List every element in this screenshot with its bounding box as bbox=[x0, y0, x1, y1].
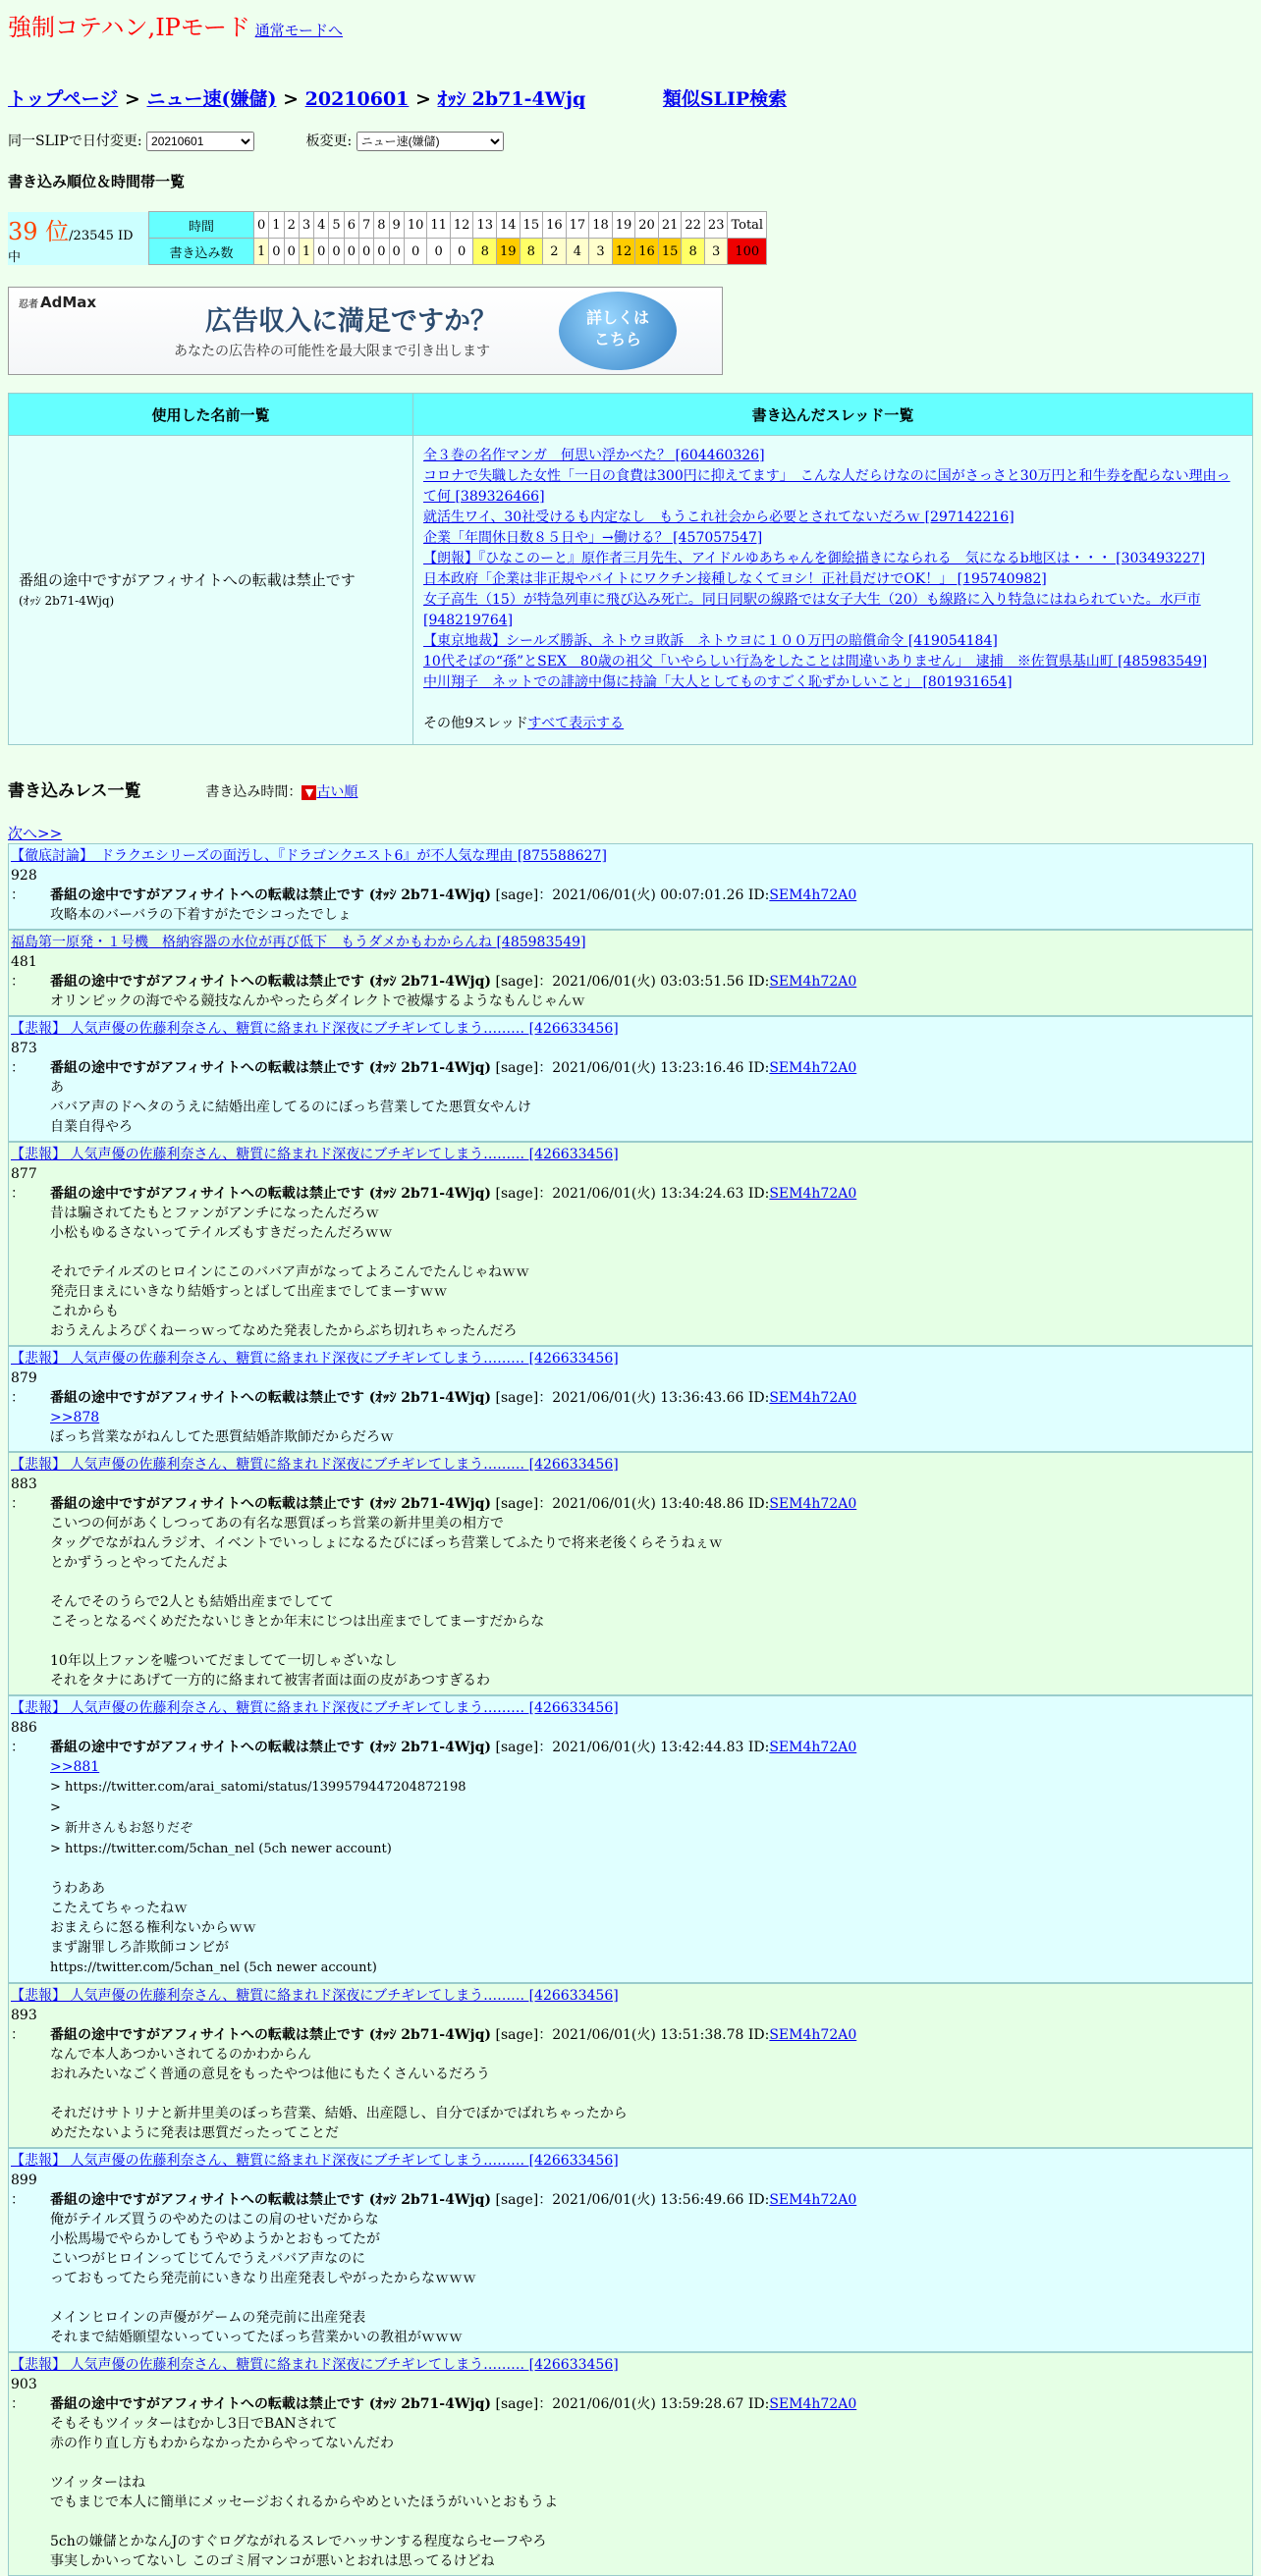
post-meta: [sage]：2021/06/01(火) 13:34:24.63 ID: bbox=[495, 1186, 770, 1202]
total-label: Total bbox=[728, 212, 767, 239]
post-name: 番組の途中ですがアフィサイトへの転載は禁止です (ｵｯｼ 2b71-4Wjq) bbox=[50, 1740, 492, 1755]
post-quote: > https://twitter.com/arai_satomi/status/1399579447204872198 > > 新井さんもお怒りだぞ > https://twitter.com/5chan_nel (5ch newer account) bbox=[50, 1780, 466, 1856]
ad-badge-line2: こちら bbox=[593, 330, 641, 349]
count-cell: 0 bbox=[450, 239, 473, 265]
breadcrumb-sep: > bbox=[283, 88, 299, 110]
count-cell: 0 bbox=[404, 239, 427, 265]
post-id-link[interactable]: SEM4h72A0 bbox=[769, 1060, 857, 1076]
post-number: 883 ： bbox=[11, 1476, 37, 1512]
post-body bbox=[50, 992, 1250, 1011]
reply-anchor-link[interactable]: >>881 bbox=[50, 1759, 100, 1775]
post-thread-link[interactable]: 福島第一原発・１号機 格納容器の水位が再び低下 もうダメかもわからんね [485983549] bbox=[11, 935, 586, 950]
ad-details-badge[interactable] bbox=[559, 292, 677, 370]
post-header bbox=[11, 1475, 1250, 1514]
post-name: 番組の途中ですがアフィサイトへの転載は禁止です (ｵｯｼ 2b71-4Wjq) bbox=[50, 974, 492, 990]
post-id-link[interactable]: SEM4h72A0 bbox=[769, 1740, 857, 1755]
ad-badge-line1: 詳しくは bbox=[585, 308, 649, 327]
post-number: 877 ： bbox=[11, 1166, 37, 1202]
hour-cell: 16 bbox=[543, 212, 567, 239]
post-name: 番組の途中ですがアフィサイトへの転載は禁止です (ｵｯｼ 2b71-4Wjq) bbox=[50, 2396, 492, 2412]
count-cell: 8 bbox=[473, 239, 497, 265]
post-number: 893 ： bbox=[11, 2008, 37, 2043]
hour-cell: 19 bbox=[612, 212, 635, 239]
ranking-heading: 書き込み順位＆時間帯一覧 bbox=[8, 173, 186, 190]
post-number: 879 ： bbox=[11, 1370, 37, 1406]
post-id-link[interactable]: SEM4h72A0 bbox=[769, 2396, 857, 2412]
post-text: なんで本人あつかいされてるのかわからん おれみたいなごく普通の意見をもったやつは他にもたくさんいるだろう それだけサトリナと新井里美のぼっち营業、結婚、出産隠し、自分でぼかでばれちゃったから めだたないように発表は悪質だったってことだ bbox=[50, 2047, 628, 2141]
count-cell: 0 bbox=[358, 239, 373, 265]
res-list-heading: 書き込みレス一覧 bbox=[8, 781, 141, 801]
post-thread-link[interactable]: 【悲報】 人気声優の佐藤利奈さん、糖質に絡まれド深夜にブチギレてしまう……… [426633456] bbox=[11, 2357, 619, 2373]
breadcrumb-sep: > bbox=[124, 88, 140, 110]
count-cell: 0 bbox=[389, 239, 404, 265]
post-thread-link[interactable]: 【悲報】 人気声優の佐藤利奈さん、糖質に絡まれド深夜にブチギレてしまう……… [426633456] bbox=[11, 1147, 619, 1162]
hour-cell: 18 bbox=[589, 212, 613, 239]
count-label: 書き込み数 bbox=[149, 239, 254, 265]
hour-cell: 23 bbox=[704, 212, 728, 239]
thread-link[interactable]: 日本政府「企業は非正規やバイトにワクチン接種しなくてヨシ！正社員だけでOK！」 [195740982] bbox=[423, 571, 1047, 587]
count-cell: 0 bbox=[329, 239, 344, 265]
post-meta: [sage]：2021/06/01(火) 13:42:44.83 ID: bbox=[495, 1740, 770, 1755]
post-tail: https://twitter.com/5chan_nel (5ch newer account) bbox=[50, 1960, 377, 1975]
count-cell: 19 bbox=[497, 239, 521, 265]
select-row bbox=[8, 131, 1253, 151]
count-cell: 4 bbox=[566, 239, 589, 265]
post-header bbox=[11, 2006, 1250, 2045]
hour-cell: 1 bbox=[269, 212, 284, 239]
thread-link[interactable]: 10代そばの“孫”とSEX 80歳の祖父「いやらしい行為をしたことは間違いありません」 逮捕 ※佐賀県基山町 [485983549] bbox=[423, 654, 1208, 670]
page bbox=[0, 8, 1261, 2576]
similar-slip-search-link[interactable]: 類似SLIP検索 bbox=[662, 88, 788, 110]
count-cell: 0 bbox=[284, 239, 299, 265]
time-sort-label: 書き込み時間： bbox=[205, 784, 302, 800]
ranking-table bbox=[8, 211, 767, 265]
count-cell: 0 bbox=[374, 239, 389, 265]
hour-cell: 15 bbox=[520, 212, 543, 239]
board-select[interactable] bbox=[356, 132, 504, 151]
hour-cell: 10 bbox=[404, 212, 427, 239]
thread-link[interactable]: 全３巻の名作マンガ 何思い浮かべた？ [604460326] bbox=[423, 448, 765, 463]
count-cell: 0 bbox=[427, 239, 451, 265]
post bbox=[8, 1016, 1253, 1142]
post-header bbox=[11, 866, 1250, 905]
post-body bbox=[50, 1757, 1250, 1978]
post-header bbox=[11, 2171, 1250, 2210]
count-cell: 2 bbox=[543, 239, 567, 265]
threads-cell bbox=[413, 436, 1253, 745]
board-select-label: 板変更: bbox=[305, 134, 353, 149]
thread-link[interactable]: コロナで失職した女性「一日の食費は300円に抑えてます」 こんな人だらけなのに国がさっさと30万円と和牛券を配らない理由って何 [389326466] bbox=[423, 468, 1231, 505]
thread-link[interactable]: 女子高生（15）が特急列車に飛び込み死亡。同日同駅の線路では女子大生（20）も線路に入り特急にはねられていた。水戸市 [948219764] bbox=[423, 592, 1201, 628]
rank-of: /23545 ID中 bbox=[8, 228, 134, 265]
post-text: こいつの何があくしつってあの有名な悪質ぼっち営業の新井里美の相方で タッグでながねんラジオ、イベントでいっしょになるたびにぼっち营業してふたりで将来老後くらそうねぇｗ とかずうっとやってたんだよ そんでそのうらで2人とも結婚出産までしてて こそっとなるべくめだたないじきとか年末にじつは出産までしてまーすだからな 10年以上ファンを嘘ついてだましてて一切しゃざいなし それをタナにあげて一方的に絡まれて被害者面は面の皮があつすぎるわ bbox=[50, 1516, 723, 1689]
time-sort bbox=[205, 784, 357, 800]
sort-down-icon: ▼ bbox=[302, 785, 316, 800]
hour-cell: 8 bbox=[374, 212, 389, 239]
post-header bbox=[11, 2375, 1250, 2414]
count-cell: 1 bbox=[299, 239, 313, 265]
post-meta: [sage]：2021/06/01(火) 13:59:28.67 ID: bbox=[495, 2396, 770, 2412]
post-name: 番組の途中ですがアフィサイトへの転載は禁止です (ｵｯｼ 2b71-4Wjq) bbox=[50, 1186, 492, 1202]
post-body bbox=[50, 1078, 1250, 1137]
post-text: オリンピックの海でやる競技なんかやったらダイレクトで被爆するようなもんじゃんｗ bbox=[50, 993, 585, 1009]
post-body bbox=[50, 2414, 1250, 2571]
hour-cell: 13 bbox=[473, 212, 497, 239]
hour-cell: 6 bbox=[344, 212, 358, 239]
post-header bbox=[11, 1039, 1250, 1078]
post-text: そもそもツイッターはむかし3日でBANされて 赤の作り直し方もわからなかったからやってないんだわ ツイッターはね でもまじで本人に簡単にメッセージおくれるからやめといたほうがいいとおもうよ 5chの嫌儲とかなんJのすぐログながれるスレでハッサンする程度ならセーフやろ 事実しかいってないし このゴミ屑マンコが悪いとおれは思ってるけどね bbox=[50, 2416, 559, 2569]
post-id-link[interactable]: SEM4h72A0 bbox=[769, 1496, 857, 1512]
name-cell bbox=[9, 436, 413, 745]
post-number: 886 ： bbox=[11, 1720, 37, 1755]
hour-cell: 20 bbox=[635, 212, 659, 239]
post-meta: [sage]：2021/06/01(火) 00:07:01.26 ID: bbox=[495, 887, 770, 903]
hour-cell: 9 bbox=[389, 212, 404, 239]
threads-col-header: 書き込んだスレッド一覧 bbox=[413, 394, 1253, 436]
post-text: ぼっち営業ながねんしてた悪質結婚詐欺師だからだろｗ bbox=[50, 1429, 394, 1445]
more-threads-text: その他9スレッド bbox=[423, 716, 528, 731]
next-page-link[interactable]: 次へ>> bbox=[8, 825, 63, 842]
post bbox=[8, 2148, 1253, 2352]
hour-cell: 4 bbox=[314, 212, 329, 239]
used-name: 番組の途中ですがアフィサイトへの転載は禁止です bbox=[19, 570, 356, 589]
hour-cell: 5 bbox=[329, 212, 344, 239]
post bbox=[8, 2352, 1253, 2576]
post-meta: [sage]：2021/06/01(火) 13:23:16.46 ID: bbox=[495, 1060, 770, 1076]
thread-link[interactable]: 企業「年間休日数８５日や」→働ける？ [457057547] bbox=[423, 530, 763, 546]
used-name-id: (ｵｯｼ 2b71-4Wjq) bbox=[19, 593, 115, 608]
ad-subtitle: あなたの広告枠の可能性を最大限まで引き出します bbox=[174, 344, 490, 359]
date-select[interactable] bbox=[146, 132, 254, 151]
post-meta: [sage]：2021/06/01(火) 13:51:38.78 ID: bbox=[495, 2027, 770, 2043]
forced-mode-bar bbox=[8, 8, 1253, 41]
count-cell: 8 bbox=[682, 239, 705, 265]
forced-mode-title: 強制コテハン,IPモード bbox=[8, 14, 250, 41]
posts-list bbox=[8, 843, 1253, 2576]
count-cell: 0 bbox=[344, 239, 358, 265]
names-col-header: 使用した名前一覧 bbox=[9, 394, 413, 436]
normal-mode-link[interactable]: 通常モードへ bbox=[254, 22, 344, 39]
total-count: 100 bbox=[728, 239, 767, 265]
count-cell: 12 bbox=[612, 239, 635, 265]
hour-cell: 3 bbox=[299, 212, 313, 239]
next-link-row bbox=[8, 823, 1253, 843]
post-meta: [sage]：2021/06/01(火) 13:40:48.86 ID: bbox=[495, 1496, 770, 1512]
post-name: 番組の途中ですがアフィサイトへの転載は禁止です (ｵｯｼ 2b71-4Wjq) bbox=[50, 887, 492, 903]
hour-cell: 11 bbox=[427, 212, 451, 239]
post-body bbox=[50, 2045, 1250, 2143]
count-cell: 3 bbox=[589, 239, 613, 265]
names-threads-table bbox=[8, 393, 1253, 745]
old-first-link[interactable]: 古い順 bbox=[316, 784, 358, 800]
post bbox=[8, 1142, 1253, 1346]
post-thread-link[interactable]: 【悲報】 人気声優の佐藤利奈さん、糖質に絡まれド深夜にブチギレてしまう……… [426633456] bbox=[11, 1700, 619, 1716]
post-number: 899 ： bbox=[11, 2173, 37, 2208]
breadcrumb-id[interactable]: ｵｯｼ 2b71-4Wjq bbox=[437, 88, 586, 110]
post-name: 番組の途中ですがアフィサイトへの転載は禁止です (ｵｯｼ 2b71-4Wjq) bbox=[50, 1060, 492, 1076]
count-cell: 3 bbox=[704, 239, 728, 265]
post-id-link[interactable]: SEM4h72A0 bbox=[769, 2192, 857, 2208]
post-id-link[interactable]: SEM4h72A0 bbox=[769, 1390, 857, 1406]
hour-cell: 17 bbox=[566, 212, 589, 239]
thread-link[interactable]: 【朗報】『ひなこのーと』原作者三月先生、アイドルゆあちゃんを御絵描きになられる 気になるb地区は・・・ [303493227] bbox=[423, 551, 1206, 566]
post-text: うわああ こたえてちゃったねｗ おまえらに怒る権利ないからｗｗ まず謝罪しろ詐欺師コンビが bbox=[50, 1881, 256, 1956]
post-name: 番組の途中ですがアフィサイトへの転載は禁止です (ｵｯｼ 2b71-4Wjq) bbox=[50, 1390, 492, 1406]
count-cell: 16 bbox=[635, 239, 659, 265]
post-text: 昔は騙されてたもとファンがアンチになったんだろｗ 小松もゆるさないってテイルズもすきだったんだろｗｗ それでテイルズのヒロインにこのババア声がなってよろこんでたんじゃねｗｗ 発売日まえにいきなり結婚すっとばして出産までしてまーすｗｗ これからも おうえんよろぴくねーっｗってなめた発表したからぶち切れちゃったんだろ bbox=[50, 1206, 530, 1339]
post-meta: [sage]：2021/06/01(火) 13:56:49.66 ID: bbox=[495, 2192, 770, 2208]
post-body bbox=[50, 1204, 1250, 1341]
post-header bbox=[11, 1368, 1250, 1408]
breadcrumb-board[interactable]: ニュー速(嫌儲) bbox=[146, 88, 277, 110]
post-thread-link[interactable]: 【悲報】 人気声優の佐藤利奈さん、糖質に絡まれド深夜にブチギレてしまう……… [426633456] bbox=[11, 1021, 619, 1037]
post-meta: [sage]：2021/06/01(火) 13:36:43.66 ID: bbox=[495, 1390, 770, 1406]
ad-title: 広告収入に満足ですか？ bbox=[205, 306, 497, 337]
breadcrumb-sep: > bbox=[415, 88, 431, 110]
post-text: 俺がテイルズ買うのやめたのはこの肩のせいだからな 小松馬場でやらかしてもうやめようかとおもってたが こいつがヒロインってじてんでうえババア声なのに っておもってたら発売前にいきなり出産発表しやがったからなｗｗｗ メインヒロインの声優がゲームの発売前に出産発表 それまで結婚願望ないっていってたぼっち营業かいの教祖がｗｗｗ bbox=[50, 2212, 476, 2345]
post-body bbox=[50, 1514, 1250, 1690]
breadcrumb-top[interactable]: トップページ bbox=[8, 88, 119, 110]
hour-cell: 0 bbox=[254, 212, 269, 239]
post-body bbox=[50, 2210, 1250, 2347]
date-select-label: 同一SLIPで日付変更: bbox=[8, 134, 142, 149]
hour-cell: 12 bbox=[450, 212, 473, 239]
post-number: 873 ： bbox=[11, 1041, 37, 1076]
rank-cell bbox=[8, 212, 149, 265]
count-cell: 0 bbox=[269, 239, 284, 265]
post bbox=[8, 843, 1253, 930]
post-thread-link[interactable]: 【悲報】 人気声優の佐藤利奈さん、糖質に絡まれド深夜にブチギレてしまう……… [426633456] bbox=[11, 1351, 619, 1367]
hour-cell: 21 bbox=[658, 212, 682, 239]
hour-cell: 22 bbox=[682, 212, 705, 239]
post bbox=[8, 1695, 1253, 1983]
ad-logo-small: 忍者 bbox=[19, 299, 38, 310]
count-cell: 0 bbox=[314, 239, 329, 265]
hour-cell: 14 bbox=[497, 212, 521, 239]
hour-cell: 7 bbox=[358, 212, 373, 239]
post-id-link[interactable]: SEM4h72A0 bbox=[769, 887, 857, 903]
post-header bbox=[11, 1718, 1250, 1757]
post-name: 番組の途中ですがアフィサイトへの転載は禁止です (ｵｯｼ 2b71-4Wjq) bbox=[50, 2027, 492, 2043]
breadcrumb bbox=[8, 84, 1253, 111]
post-header bbox=[11, 1164, 1250, 1204]
hour-cell: 2 bbox=[284, 212, 299, 239]
post-number: 481 ： bbox=[11, 954, 37, 990]
post-name: 番組の途中ですがアフィサイトへの転載は禁止です (ｵｯｼ 2b71-4Wjq) bbox=[50, 1496, 492, 1512]
post bbox=[8, 1452, 1253, 1695]
hour-label: 時間 bbox=[149, 212, 254, 239]
post bbox=[8, 1983, 1253, 2148]
post-thread-link[interactable]: 【悲報】 人気声優の佐藤利奈さん、糖質に絡まれド深夜にブチギレてしまう……… [426633456] bbox=[11, 1457, 619, 1473]
show-all-threads-link[interactable]: すべて表示する bbox=[527, 716, 625, 731]
reply-anchor-link[interactable]: >>878 bbox=[50, 1410, 100, 1425]
post-thread-link[interactable]: 【悲報】 人気声優の佐藤利奈さん、糖質に絡まれド深夜にブチギレてしまう……… [426633456] bbox=[11, 2153, 619, 2169]
post-thread-link[interactable]: 【悲報】 人気声優の佐藤利奈さん、糖質に絡まれド深夜にブチギレてしまう……… [426633456] bbox=[11, 1988, 619, 2004]
count-cell: 8 bbox=[520, 239, 543, 265]
res-list-heading-row bbox=[8, 777, 1253, 801]
thread-link[interactable]: 【東京地裁】シールズ勝訴、ネトウヨ敗訴 ネトウヨに１００万円の賠償命令 [419054184] bbox=[423, 633, 998, 649]
breadcrumb-date[interactable]: 20210601 bbox=[304, 88, 410, 110]
post-text: 攻略本のバーバラの下着すがたでシコったでしょ bbox=[50, 907, 352, 923]
post-id-link[interactable]: SEM4h72A0 bbox=[769, 974, 857, 990]
post bbox=[8, 1346, 1253, 1452]
ad-banner[interactable] bbox=[8, 287, 723, 375]
post-id-link[interactable]: SEM4h72A0 bbox=[769, 1186, 857, 1202]
post-meta: [sage]：2021/06/01(火) 03:03:51.56 ID: bbox=[495, 974, 770, 990]
post-number: 928 ： bbox=[11, 868, 37, 903]
thread-link[interactable]: 中川翔子 ネットでの誹謗中傷に持論「大人としてものすごく恥ずかしいこと」 [801931654] bbox=[423, 674, 1013, 690]
post-thread-link[interactable]: 【徹底討論】 ドラクエシリーズの面汚し、『ドラゴンクエスト6』が不人気な理由 [875588627] bbox=[11, 848, 607, 864]
post-body bbox=[50, 1408, 1250, 1447]
post-text: あ ババア声のドヘタのうえに結婚出産してるのにぼっち营業してた悪質女やんけ 自業自得やろ bbox=[50, 1080, 531, 1135]
post-header bbox=[11, 952, 1250, 992]
post-body bbox=[50, 905, 1250, 925]
post bbox=[8, 930, 1253, 1016]
post-number: 903 ： bbox=[11, 2377, 37, 2412]
post-name: 番組の途中ですがアフィサイトへの転載は禁止です (ｵｯｼ 2b71-4Wjq) bbox=[50, 2192, 492, 2208]
rank-number: 39 位 bbox=[8, 217, 70, 245]
thread-link[interactable]: 就活生ワイ、30社受けるも内定なし もうこれ社会から必要とされてないだろｗ [297142216] bbox=[423, 510, 1014, 525]
ad-logo bbox=[19, 294, 98, 311]
count-cell: 1 bbox=[254, 239, 269, 265]
count-cell: 15 bbox=[658, 239, 682, 265]
ad-logo-text: AdMax bbox=[40, 294, 97, 311]
post-id-link[interactable]: SEM4h72A0 bbox=[769, 2027, 857, 2043]
